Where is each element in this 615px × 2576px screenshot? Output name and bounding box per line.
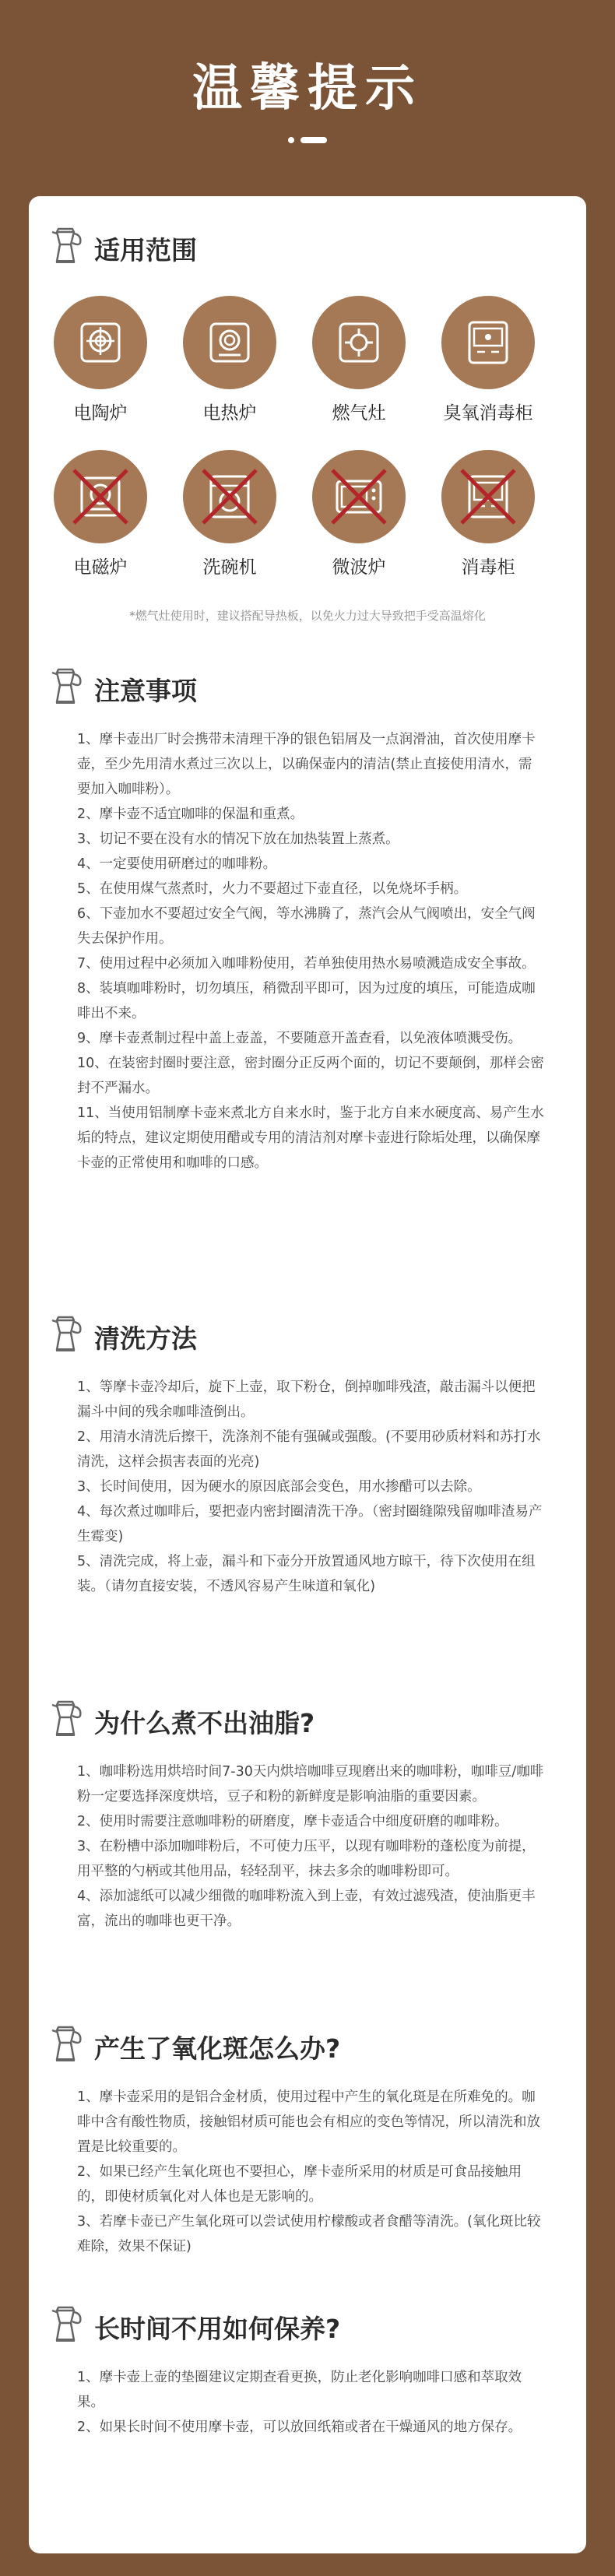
list-item: 1、咖啡粉选用烘培时间7-30天内烘培咖啡豆现磨出来的咖啡粉，咖啡豆/咖啡粉一定要选择深度烘培，豆子和粉的新鲜度是影响油脂的重要因素。	[77, 1764, 544, 1805]
list-item: 2、摩卡壶不适宜咖啡的保温和重煮。	[77, 807, 304, 822]
moka-pot-icon	[46, 2024, 85, 2065]
list-item: 1、摩卡壶采用的是铝合金材质，使用过程中产生的氧化斑是在所难免的。咖啡中含有酸性物质，接触铝材质可能也会有相应的变色等情况，所以清洗和放置是比较重要的。	[77, 2089, 540, 2155]
icon-item-ceramic-stove	[46, 296, 155, 424]
icon-label: 电磁炉	[73, 557, 128, 578]
icon-label: 臭氧消毒柜	[443, 403, 533, 423]
icon-label: 电热炉	[202, 403, 257, 423]
oxidation-list	[77, 2085, 544, 2259]
list-item: 1、等摩卡壶冷却后，旋下上壶，取下粉仓，倒掉咖啡残渣，敲击漏斗以便把漏斗中间的残余咖啡渣倒出。	[77, 1379, 536, 1420]
icon-item-microwave	[304, 450, 413, 578]
icon-label: 消毒柜	[461, 557, 515, 578]
list-item: 3、切记不要在没有水的情况下放在加热装置上蒸煮。	[77, 831, 399, 847]
icon-item-dishwasher	[175, 450, 284, 578]
moka-pot-icon	[46, 226, 85, 266]
section-oxidation-title: 产生了氧化斑怎么办?	[94, 2033, 341, 2064]
list-item: 3、长时间使用，因为硬水的原因底部会变色，用水掺醋可以去除。	[77, 1479, 481, 1495]
icon-item-induction-cooker	[46, 450, 155, 578]
list-item: 10、在装密封圈时要注意，密封圈分正反两个面的，切记不要颠倒，那样会密封不严漏水。	[77, 1056, 544, 1096]
icon-item-sterilizer	[434, 450, 543, 578]
icon-label: 微波炉	[332, 557, 386, 578]
cleaning-list	[77, 1375, 544, 1599]
list-item: 2、使用时需要注意咖啡粉的研磨度，摩卡壶适合中细度研磨的咖啡粉。	[77, 1814, 508, 1829]
list-item: 11、当使用铝制摩卡壶来煮北方自来水时，鉴于北方自来水硬度高、易产生水垢的特点，建议定期使用醋或专用的清洁剂对摩卡壶进行除垢处理，以确保摩卡壶的正常使用和咖啡的口感。	[77, 1105, 544, 1171]
list-item: 7、使用过程中必须加入咖啡粉使用，若单独使用热水易喷溅造成安全事故。	[77, 956, 536, 972]
moka-pot-icon	[46, 666, 85, 707]
list-item: 6、下壶加水不要超过安全气阀，等水沸腾了，蒸汽会从气阀喷出，安全气阀失去保护作用。	[77, 906, 536, 947]
microwave-icon	[312, 450, 406, 543]
section-oil-title: 为什么煮不出油脂?	[94, 1708, 315, 1738]
list-item: 3、若摩卡壶已产生氧化斑可以尝试使用柠檬酸或者食醋等清洗。(氧化斑比较难除，效果不保证)	[77, 2214, 541, 2254]
induction-cooker-icon	[54, 450, 147, 543]
icon-item-electric-stove	[175, 296, 284, 424]
moka-pot-icon	[46, 1699, 85, 1739]
list-item: 4、一定要使用研磨过的咖啡粉。	[77, 856, 277, 872]
list-item: 2、用清水清洗后擦干，洗涤剂不能有强碱或强酸。(不要用砂质材料和苏打水清洗，这样会损害表面的光亮)	[77, 1429, 541, 1470]
oil-list	[77, 1759, 544, 1934]
list-item: 5、清洗完成，将上壶，漏斗和下壶分开放置通风地方晾干，待下次使用在组装。（请勿直接安装，不透风容易产生味道和氧化)	[77, 1554, 536, 1594]
section-storage-title: 长时间不用如何保养?	[94, 2314, 341, 2344]
section-scope-title: 适用范围	[94, 235, 197, 265]
list-item: 4、每次煮过咖啡后，要把壶内密封圈清洗干净。（密封圈缝隙残留咖啡渣易产生霉变)	[77, 1504, 543, 1545]
page-title: 温馨提示	[192, 60, 423, 118]
ceramic-stove-icon	[54, 296, 147, 389]
ozone-sterilizer-icon	[441, 296, 535, 389]
moka-pot-icon	[46, 1314, 85, 1355]
icon-label: 洗碗机	[202, 557, 257, 578]
gas-stove-icon	[312, 296, 406, 389]
list-item: 4、添加滤纸可以减少细微的咖啡粉流入到上壶，有效过滤残渣，使油脂更丰富，流出的咖啡也更干净。	[77, 1889, 536, 1929]
list-item: 1、摩卡壶上壶的垫圈建议定期查看更换，防止老化影响咖啡口感和萃取效果。	[77, 2370, 522, 2410]
storage-list	[77, 2365, 544, 2440]
icon-item-ozone-sterilizer	[434, 296, 543, 424]
icon-item-gas-stove	[304, 296, 413, 424]
cautions-list	[77, 727, 544, 1176]
list-item: 1、摩卡壶出厂时会携带未清理干净的银色铝屑及一点润滑油，首次使用摩卡壶，至少先用清水煮过三次以上，以确保壶内的清洁(禁止直接使用清水，需要加入咖啡粉）。	[77, 732, 536, 797]
section-cleaning-title: 清洗方法	[94, 1323, 197, 1354]
list-item: 3、在粉槽中添加咖啡粉后，不可使力压平，以现有咖啡粉的蓬松度为前提，用平整的勺柄或其他用品，轻轻刮平，抹去多余的咖啡粉即可。	[77, 1839, 536, 1879]
list-item: 2、如果已经产生氧化斑也不要担心，摩卡壶所采用的材质是可食品接触用的，即使材质氧化对人体也是无影响的。	[77, 2164, 522, 2205]
list-item: 9、摩卡壶煮制过程中盖上壶盖，不要随意开盖查看，以免液体喷溅受伤。	[77, 1031, 522, 1046]
list-item: 2、如果长时间不使用摩卡壶，可以放回纸箱或者在干燥通风的地方保存。	[77, 2420, 522, 2435]
list-item: 5、在使用煤气蒸煮时，火力不要超过下壶直径，以免烧坏手柄。	[77, 881, 468, 897]
moka-pot-icon	[46, 2304, 85, 2345]
dishwasher-icon	[183, 450, 276, 543]
list-item: 8、装填咖啡粉时，切勿填压，稍微刮平即可，因为过度的填压，可能造成咖啡出不来。	[77, 981, 536, 1021]
title-decoration	[288, 137, 327, 143]
icon-label: 燃气灶	[332, 403, 386, 423]
electric-stove-icon	[183, 296, 276, 389]
icon-label: 电陶炉	[73, 403, 128, 423]
sterilizer-icon	[441, 450, 535, 543]
info-card	[29, 196, 586, 2553]
scope-note: *燃气灶使用时，建议搭配导热板，以免火力过大导致把手受高温熔化	[129, 609, 486, 623]
section-cautions-title: 注意事项	[94, 676, 197, 706]
